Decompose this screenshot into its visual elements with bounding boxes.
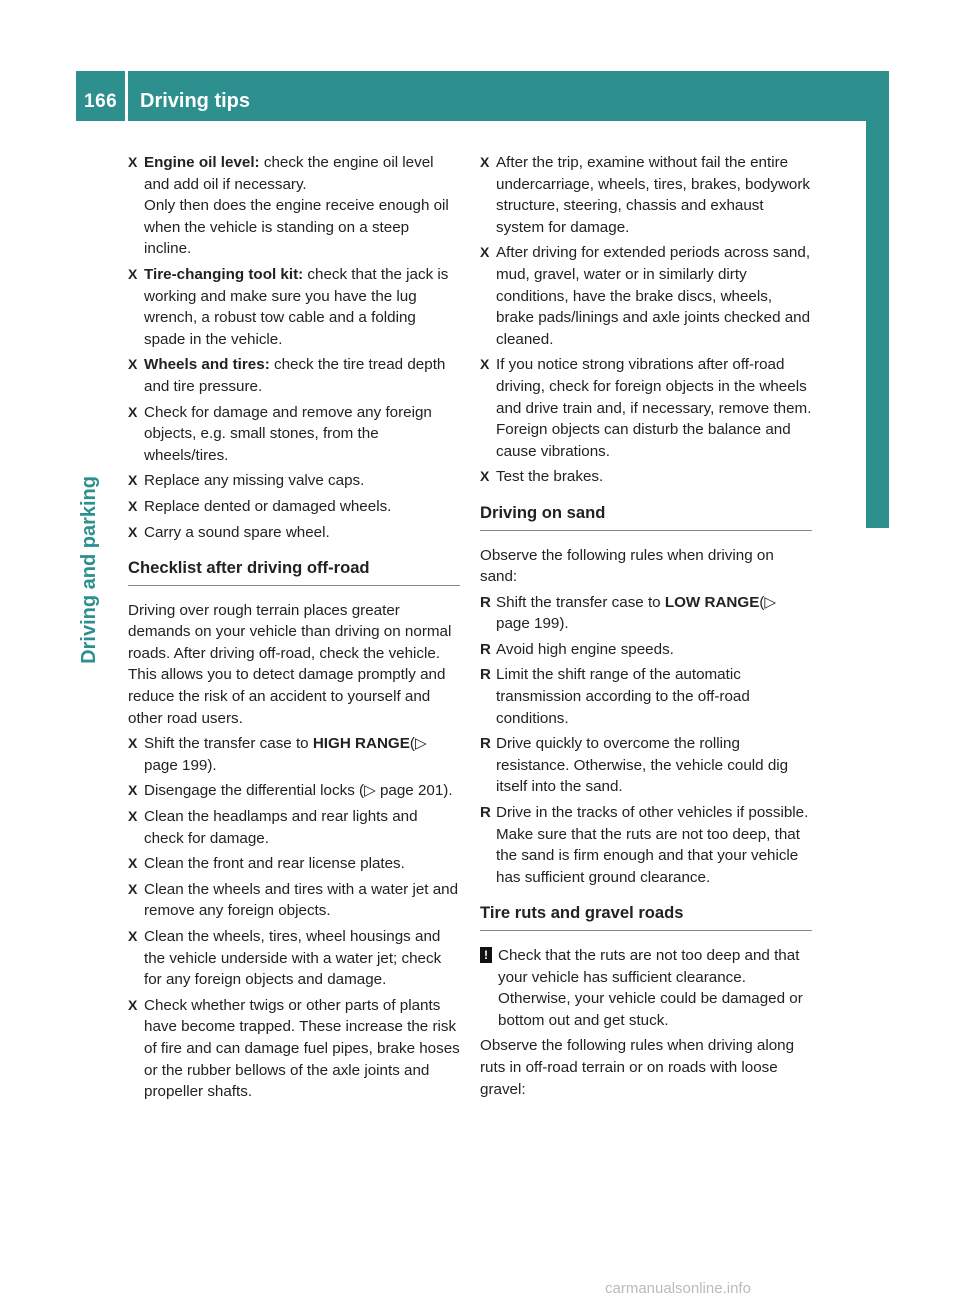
- list-item-text: [144, 152, 460, 260]
- list-item: [480, 354, 812, 462]
- bullet-marker-icon: R: [480, 593, 491, 611]
- step-marker-icon: X: [480, 154, 490, 170]
- item-text: check the engine oil level and add oil if necessary.: [144, 154, 434, 193]
- watermark: carmanualsonline.info: [605, 1280, 751, 1297]
- step-marker-icon: X: [480, 356, 490, 373]
- list-item-text: [496, 664, 812, 729]
- list-item-text: [144, 402, 460, 467]
- item-extra: Only then does the engine receive enough oil when the vehicle is standing on a steep incline.: [144, 197, 449, 258]
- item-text: Avoid high engine speeds.: [496, 640, 674, 658]
- item-text: Clean the headlamps and rear lights and check for damage.: [144, 808, 418, 847]
- step-marker-icon: X: [128, 265, 138, 282]
- list-item: [480, 733, 812, 798]
- item-text: Clean the wheels, tires, wheel housings and the vehicle underside with a water jet; check for any foreign objects and damage.: [144, 928, 442, 989]
- step-marker-icon: X: [128, 880, 138, 897]
- list-item-text: [144, 995, 460, 1103]
- checklist-intro: Driving over rough terrain places greater demands on your vehicle than driving on normal roads. After driving off-road, check the vehicle. This allows you to detect damage promptly and reduce the risk of an accident to yourself and other road users.: [128, 601, 452, 727]
- list-item: [128, 402, 460, 467]
- list-item: [128, 926, 460, 991]
- side-tab: [866, 121, 889, 528]
- list-item: [128, 806, 460, 849]
- right-checklist-top: [480, 152, 812, 488]
- item-text: check that the jack is working and make sure you have the lug wrench, a robust tow cable and a folding spade in the vehicle.: [144, 265, 449, 348]
- list-item-text: [496, 733, 812, 798]
- item-page-ref: (▷ page 199).: [496, 593, 777, 633]
- item-text: After the trip, examine without fail the entire undercarriage, wheels, tires, brakes, bodywork structure, steering, chassis and exhaust system for damage.: [496, 154, 811, 236]
- list-item-text: [496, 639, 812, 661]
- item-text: Check for damage and remove any foreign objects, e.g. small stones, from the wheels/tires.: [144, 403, 432, 464]
- list-item: [128, 152, 460, 260]
- item-text: Shift the transfer case to: [144, 735, 313, 753]
- sand-intro: Observe the following rules when driving on sand:: [480, 546, 774, 586]
- checklist-items: [128, 733, 460, 1103]
- sand-heading: Driving on sand: [480, 502, 812, 531]
- item-bold-label: Tire-changing tool kit:: [144, 265, 304, 283]
- list-item: [480, 592, 812, 635]
- item-text: If you notice strong vibrations after off-road driving, check for foreign objects in the wheels and drive train and, if necessary, remove them. Foreign objects can disturb the balance and cause vibrations.: [496, 356, 812, 460]
- list-item-text: [496, 354, 812, 462]
- step-marker-icon: X: [128, 403, 138, 420]
- step-marker-icon: X: [128, 928, 138, 944]
- list-item: [128, 995, 460, 1103]
- list-item-text: [144, 264, 460, 350]
- list-item: [480, 242, 812, 350]
- ruts-intro: Observe the following rules when driving along ruts in off-road terrain or on roads with loose gravel:: [480, 1037, 795, 1098]
- step-marker-icon: X: [128, 996, 138, 1013]
- list-item: [128, 354, 460, 397]
- ruts-heading: Tire ruts and gravel roads: [480, 902, 812, 931]
- bullet-marker-icon: R: [480, 640, 491, 658]
- step-marker-icon: X: [128, 855, 138, 872]
- item-text: Test the brakes.: [496, 468, 604, 486]
- list-item: [128, 522, 460, 544]
- item-text: Clean the wheels and tires with a water jet and remove any foreign objects.: [144, 880, 459, 920]
- list-item-text: [144, 879, 460, 922]
- list-item-text: [496, 152, 812, 238]
- list-item: [128, 264, 460, 350]
- list-item-text: [144, 926, 460, 991]
- item-bold-label: Engine oil level:: [144, 154, 260, 171]
- left-checklist-top: [128, 152, 460, 543]
- list-item-text: [496, 242, 812, 350]
- list-item: [480, 664, 812, 729]
- step-marker-icon: X: [480, 244, 490, 261]
- item-page-ref: (▷ page 199).: [144, 735, 427, 774]
- list-item-text: [144, 806, 460, 849]
- page-number: 166: [84, 91, 118, 112]
- left-column: [128, 152, 460, 1107]
- step-marker-icon: X: [128, 782, 138, 799]
- list-item: [128, 879, 460, 922]
- ruts-warning: [480, 945, 812, 1031]
- item-bold-label: HIGH RANGE: [312, 735, 410, 753]
- step-marker-icon: X: [128, 154, 138, 170]
- list-item: [128, 496, 460, 518]
- checklist-heading: Checklist after driving off-road: [128, 557, 460, 586]
- list-item-text: [144, 780, 460, 802]
- item-text: Drive quickly to overcome the rolling resistance. Otherwise, the vehicle could dig itself into the sand.: [496, 735, 789, 796]
- step-marker-icon: X: [128, 472, 138, 489]
- step-marker-icon: X: [128, 497, 138, 514]
- step-marker-icon: X: [128, 356, 138, 373]
- step-marker-icon: X: [128, 735, 138, 752]
- item-text: Disengage the differential locks (▷ page 201).: [144, 782, 453, 800]
- item-bold-label: Wheels and tires:: [144, 356, 270, 374]
- list-item: [128, 733, 460, 776]
- item-bold-label: LOW RANGE: [664, 593, 760, 611]
- list-item: [480, 639, 812, 661]
- list-item: [128, 780, 460, 802]
- side-chapter-label: Driving and parking: [78, 476, 100, 664]
- list-item-text: [144, 496, 460, 518]
- item-text: Drive in the tracks of other vehicles if possible. Make sure that the ruts are not too deep, that the sand is firm enough and that your vehicle has sufficient ground clearance.: [496, 804, 809, 886]
- item-text: Replace any missing valve caps.: [144, 472, 365, 490]
- bullet-marker-icon: R: [480, 735, 491, 753]
- list-item-text: [496, 802, 812, 888]
- item-text: Clean the front and rear license plates.: [144, 855, 405, 873]
- list-item: [128, 470, 460, 492]
- item-text: Check whether twigs or other parts of plants have become trapped. These increase the risk of fire and can damage fuel pipes, brake hoses or the rubber bellows of the axle joints and propeller shafts.: [144, 996, 460, 1101]
- list-item: [480, 802, 812, 888]
- item-text: check the tire tread depth and tire pressure.: [144, 356, 446, 395]
- item-text: Limit the shift range of the automatic transmission according to the off-road conditions.: [496, 666, 750, 727]
- ruts-warning-text: Check that the ruts are not too deep and that your vehicle has sufficient clearance. Otherwise, your vehicle could be damaged or bottom out and get stuck.: [498, 947, 803, 1029]
- list-item-text: [496, 466, 812, 488]
- list-item-text: [144, 853, 460, 875]
- item-text: Replace dented or damaged wheels.: [144, 497, 392, 515]
- step-marker-icon: X: [480, 468, 490, 485]
- sand-items: [480, 592, 812, 889]
- list-item-text: [144, 522, 460, 544]
- page-title: Driving tips: [140, 90, 251, 112]
- list-item-text: [144, 470, 460, 492]
- bullet-marker-icon: R: [480, 666, 491, 684]
- bullet-marker-icon: R: [480, 804, 491, 822]
- list-item-text: [144, 733, 460, 776]
- right-column: [480, 152, 812, 1104]
- list-item: [480, 152, 812, 238]
- list-item: [480, 466, 812, 488]
- step-marker-icon: X: [128, 808, 138, 825]
- warning-icon: !: [480, 947, 492, 963]
- item-text: Carry a sound spare wheel.: [144, 523, 330, 541]
- list-item-text: [496, 592, 812, 635]
- header-divider: [125, 71, 128, 121]
- item-text: Shift the transfer case to: [496, 593, 665, 611]
- list-item-text: [144, 354, 460, 397]
- step-marker-icon: X: [128, 523, 138, 540]
- list-item: [128, 853, 460, 875]
- item-text: After driving for extended periods across sand, mud, gravel, water or in similarly dirty conditions, have the brake discs, wheels, brake pads/linings and axle joints checked and cleaned.: [496, 244, 811, 348]
